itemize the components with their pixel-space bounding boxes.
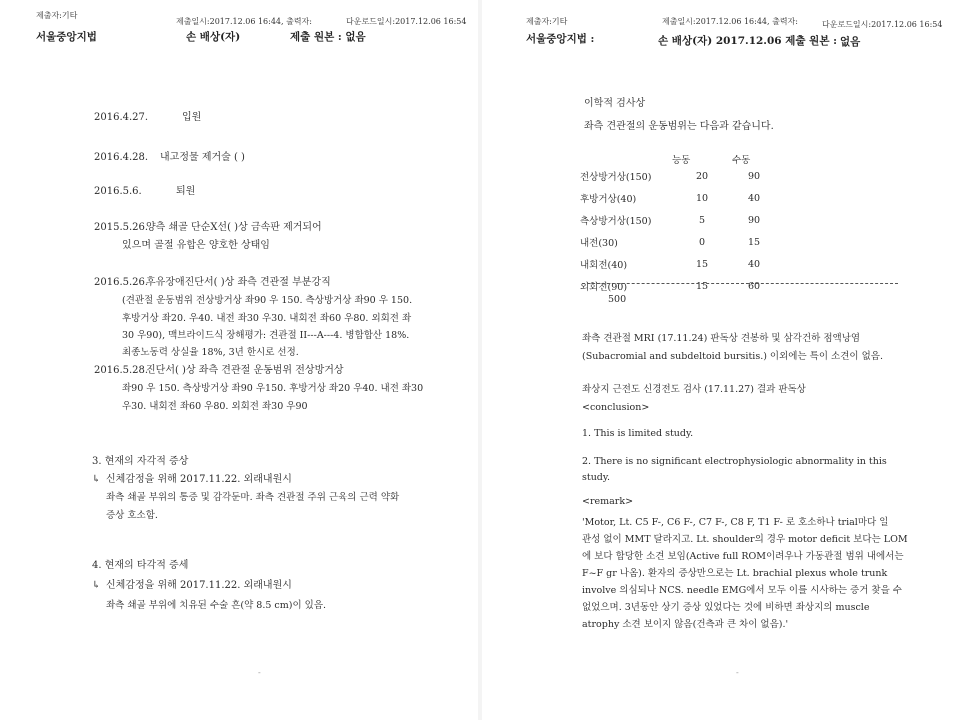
conclusion-item: 2. There is no significant electrophysiologic abnormality in this (582, 456, 887, 467)
remark-line: 관성 없이 MMT 달라지고. Lt. shoulder의 경우 motor deficit 보다는 LOM (582, 534, 908, 545)
table-row (580, 165, 780, 187)
rom-header-active: 능동 (672, 155, 691, 166)
conclusion-item: study. (582, 472, 611, 483)
arrow-icon: ↳ (92, 474, 101, 485)
left-header-times: 제출일시:2017.12.06 16:44, 출력자: (176, 17, 312, 26)
remark-line: involve 의심되나 NCS. needle EMG에서 모두 이를 시사하는 증거 찾을 수 (582, 585, 902, 596)
section4-sub: 신체감정을 위해 2017.11.22. 외래내원시 (106, 580, 292, 591)
rom-total: 500 (608, 294, 627, 305)
mri-line: 좌측 견관절 MRI (17.11.24) 판독상 견봉하 및 삼각건하 점액낭염 (582, 333, 861, 344)
rom-passive: 40 (747, 258, 761, 270)
left-header-download: 다운로드일시:2017.12.06 16:54 (346, 17, 467, 26)
history-text: 30 우90), 맥브라이드식 장해평가: 견관절 II---A---4. 병합합산 18%. (122, 330, 410, 341)
table-row (580, 209, 780, 231)
history-text: 퇴원 (176, 186, 196, 197)
rom-passive: 40 (747, 192, 761, 204)
page-mark: - (736, 668, 739, 677)
history-text: 후방거상 좌20. 우40. 내전 좌30 우30. 내회전 좌60 우80. 외회전 좌 (122, 313, 412, 324)
mri-line: (Subacromial and subdeltoid bursitis.) 이외에는 특이 소견이 없음. (582, 351, 883, 362)
section3-title: 3. 현재의 자각적 증상 (92, 456, 189, 467)
rom-active: 15 (695, 258, 709, 270)
rom-header-passive: 수동 (732, 155, 751, 166)
rom-label: 내회전(40) (580, 260, 628, 271)
left-header-court: 서울중앙지법 (36, 31, 97, 43)
conclusion-item: 1. This is limited study. (582, 428, 694, 439)
table-row (580, 231, 780, 253)
rom-passive: 90 (747, 214, 761, 226)
section4-title: 4. 현재의 타각적 증세 (92, 560, 189, 571)
left-header-caption2: 제출 원본 : 없음 (290, 31, 366, 43)
history-date: 2016.5.28. (94, 365, 149, 376)
table-row (580, 253, 780, 275)
remark-line: atrophy 소견 보이지 않음(건측과 큰 차이 없음).' (582, 619, 789, 630)
rom-passive: 60 (747, 280, 761, 292)
history-text: 우30. 내회전 좌60 우80. 외회전 좌30 우90 (122, 401, 308, 412)
right-header-court: 서울중앙지법 : (526, 33, 595, 45)
remark-line: 에 보다 합당한 소견 보임(Active full ROM이려우나 가동관절 범위 내에서는 (582, 551, 904, 562)
rom-label: 외회전(90) (580, 282, 628, 293)
rom-label: 후방거상(40) (580, 194, 637, 205)
history-text: 내고정물 제거술 ( ) (160, 152, 245, 163)
right-header-submitter: 제출자:기타 (526, 17, 568, 26)
left-header-caption: 손 배상(자) (186, 31, 241, 43)
remark-line: 없었으며. 3년동안 상기 증상 있었다는 것에 비하면 좌상지의 muscle (582, 602, 870, 613)
rom-label: 내전(30) (580, 238, 618, 249)
history-text: 좌90 우 150. 측상방거상 좌90 우150. 후방거상 좌20 우40. 내전 좌30 (122, 383, 424, 394)
history-text: 진단서( )상 좌측 견관절 운동범위 전상방거상 (146, 365, 344, 376)
history-text: 입원 (182, 112, 202, 123)
history-text: 양측 쇄골 단순X선( )상 금속판 제거되어 (146, 222, 322, 233)
section3-line: 좌측 쇄골 부위의 통증 및 감각둔마. 좌측 견관절 주위 근육의 근력 약화 (106, 492, 400, 503)
history-date: 2016.5.6. (94, 186, 142, 197)
right-header-caption: 손 배상(자) 2017.12.06 제출 원본 : (658, 35, 837, 47)
history-text: 최종노동력 상실율 18%, 3년 한시로 선정. (122, 347, 299, 358)
rom-table (580, 165, 780, 297)
right-header-times: 제출일시:2017.12.06 16:44, 출력자: (662, 17, 798, 26)
rom-active: 0 (698, 236, 706, 248)
section3-sub: 신체감정을 위해 2017.11.22. 외래내원시 (106, 474, 292, 485)
exam-intro: 좌측 견관절의 운동범위는 다음과 같습니다. (584, 121, 774, 132)
rom-divider (582, 283, 898, 284)
rom-active: 15 (695, 280, 709, 292)
history-date: 2016.4.28. (94, 152, 149, 163)
history-text: (견관절 운동범위 전상방거상 좌90 우 150. 측상방거상 좌90 우 150. (122, 295, 413, 306)
emg-line: 좌상지 근전도 신경전도 검사 (17.11.27) 결과 판독상 (582, 384, 806, 395)
page-mark: - (258, 668, 261, 677)
right-header-download: 다운로드일시:2017.12.06 16:54 (822, 20, 943, 29)
history-date: 2016.4.27. (94, 112, 149, 123)
section3-line: 증상 호소함. (106, 510, 158, 521)
history-text: 후유장애진단서( )상 좌측 견관절 부분강직 (146, 277, 331, 288)
conclusion-tag: <conclusion> (582, 402, 650, 413)
history-date: 2016.5.26. (94, 277, 149, 288)
arrow-icon: ↳ (92, 580, 101, 591)
left-header-submitter: 제출자:기타 (36, 11, 78, 20)
rom-passive: 15 (747, 236, 761, 248)
table-row (580, 187, 780, 209)
rom-passive: 90 (747, 170, 761, 182)
history-date: 2015.5.26. (94, 222, 149, 233)
rom-active: 10 (695, 192, 709, 204)
history-text: 있으며 골절 유합은 양호한 상태임 (122, 240, 270, 251)
rom-active: 20 (695, 170, 709, 182)
remark-tag: <remark> (582, 496, 634, 507)
rom-active: 5 (698, 214, 706, 226)
remark-line: 'Motor, Lt. C5 F-, C6 F-, C7 F-, C8 F, T1 F- 로 호소하나 trial마다 일 (582, 517, 889, 528)
section4-line: 좌측 쇄골 부위에 치유된 수술 흔(약 8.5 cm)이 있음. (106, 600, 327, 611)
rom-label: 측상방거상(150) (580, 216, 652, 227)
exam-title: 이학적 검사상 (584, 98, 646, 109)
right-header-caption2: 없음 (840, 36, 861, 48)
remark-line: F~F gr 나옴). 환자의 증상만으로는 Lt. brachial plexus whole trunk (582, 568, 888, 579)
rom-label: 전상방거상(150) (580, 172, 652, 183)
